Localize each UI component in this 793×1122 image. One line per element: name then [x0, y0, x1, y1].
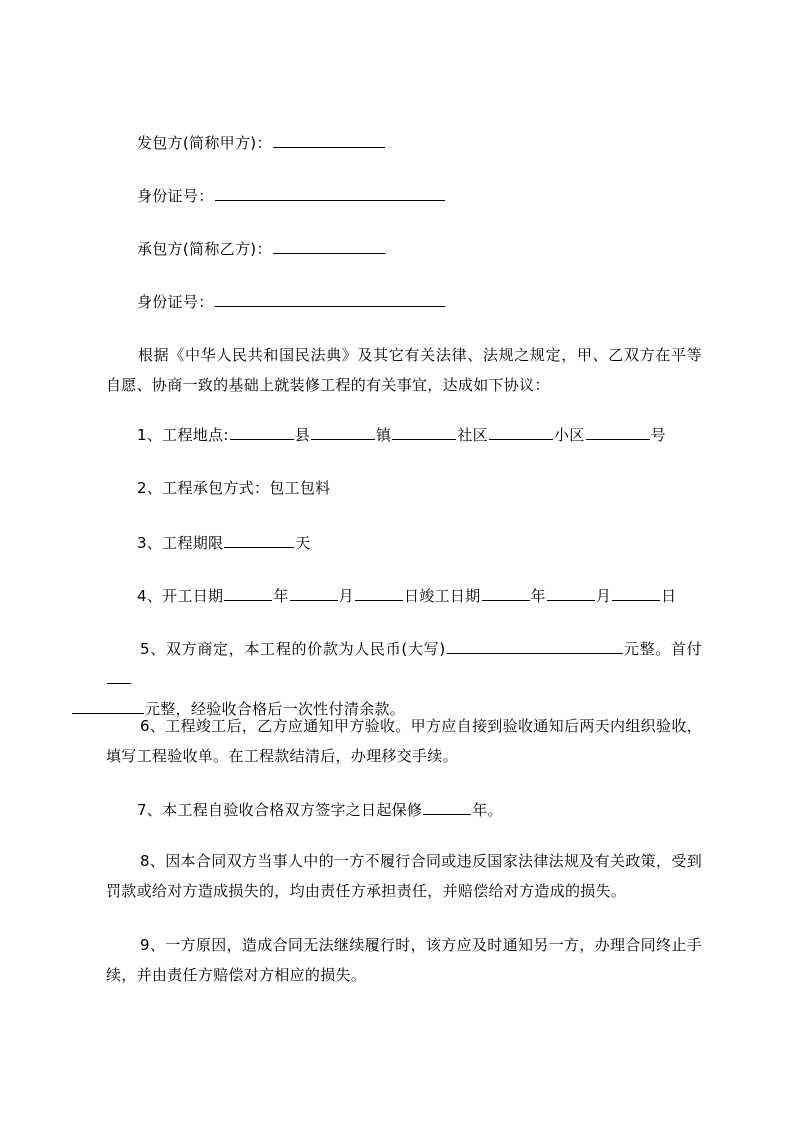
clause-8-liability: 8、因本合同双方当事人中的一方不履行合同或违反国家法律法规及有关政策，受到罚款或给对方造成损失的，均由责任方承担责任，并赔偿给对方造成的损失。 — [106, 852, 702, 900]
start-month-unit: 月 — [338, 587, 354, 605]
clause-1-location — [137, 424, 666, 445]
start-year-blank[interactable] — [224, 585, 272, 601]
party-b-name-blank[interactable] — [273, 238, 385, 254]
county-unit: 县 — [294, 426, 311, 444]
preamble-paragraph: 根据《中华人民共和国民法典》及其它有关法律、法规之规定，甲、乙双方在平等自愿、协商一致的基础上就装修工程的有关事宜，达成如下协议： — [106, 346, 702, 394]
clause-5-prefix: 5、双方商定，本工程的价款为人民币(大写) — [140, 640, 446, 658]
number-unit: 号 — [650, 426, 666, 444]
start-day-blank[interactable] — [355, 585, 403, 601]
party-a-id-line — [137, 185, 446, 206]
party-a-label: 发包方(简称甲方)： — [137, 134, 272, 152]
town-unit: 镇 — [376, 426, 392, 444]
clause-4-dates — [137, 585, 676, 606]
estate-blank[interactable] — [489, 424, 553, 440]
estate-unit: 小区 — [553, 426, 585, 444]
clause-2-contract-mode: 2、工程承包方式：包工包料 — [137, 479, 331, 497]
clause-5-mid: 元整。首付 — [623, 640, 702, 658]
clause-3-suffix: 天 — [295, 534, 311, 552]
party-a-line — [137, 132, 386, 153]
number-blank[interactable] — [586, 424, 650, 440]
clause-3-duration — [137, 532, 311, 553]
party-a-name-blank[interactable] — [273, 132, 385, 148]
clause-9-termination: 9、一方原因，造成合同无法继续履行时，该方应及时通知另一方，办理合同终止手续，并由责任方赔偿对方相应的损失。 — [106, 936, 702, 984]
party-a-id-blank[interactable] — [215, 185, 445, 201]
clause-5-suffix: 元整，经验收合格后一次性付清余款。 — [145, 700, 406, 718]
start-day-unit: 日 — [403, 587, 420, 605]
end-year-blank[interactable] — [482, 585, 530, 601]
end-month-unit: 月 — [595, 587, 612, 605]
party-a-id-label: 身份证号： — [137, 187, 214, 205]
clause-4-prefix: 4、开工日期 — [137, 587, 224, 605]
duration-days-blank[interactable] — [224, 532, 294, 548]
party-b-id-label: 身份证号： — [137, 293, 214, 311]
clause-6-acceptance: 6、工程竣工后，乙方应通知甲方验收。甲方应自接到验收通知后两天内组织验收，填写工程验收单。在工程款结清后，办理移交手续。 — [106, 717, 702, 765]
county-blank[interactable] — [230, 424, 294, 440]
town-blank[interactable] — [311, 424, 375, 440]
start-month-blank[interactable] — [290, 585, 338, 601]
community-unit: 社区 — [457, 426, 488, 444]
party-b-id-line — [137, 291, 446, 312]
end-year-unit: 年 — [530, 587, 546, 605]
end-day-unit: 日 — [661, 587, 677, 605]
clause-7-warranty — [137, 799, 503, 820]
end-day-blank[interactable] — [612, 585, 660, 601]
down-payment-blank-a[interactable] — [107, 668, 131, 684]
completion-date-label: 竣工日期 — [419, 587, 481, 605]
party-b-label: 承包方(简称乙方)： — [137, 240, 272, 258]
clause-1-prefix: 1、工程地点: — [137, 426, 229, 444]
end-month-blank[interactable] — [547, 585, 595, 601]
total-price-blank[interactable] — [447, 638, 623, 654]
party-b-line — [137, 238, 386, 259]
clause-3-prefix: 3、工程期限 — [137, 534, 224, 552]
clause-7-prefix: 7、本工程自验收合格双方签字之日起保修 — [137, 801, 423, 819]
clause-7-suffix: 年。 — [472, 801, 503, 819]
warranty-years-blank[interactable] — [423, 799, 471, 815]
community-blank[interactable] — [392, 424, 456, 440]
party-b-id-blank[interactable] — [215, 291, 445, 307]
start-year-unit: 年 — [273, 587, 289, 605]
